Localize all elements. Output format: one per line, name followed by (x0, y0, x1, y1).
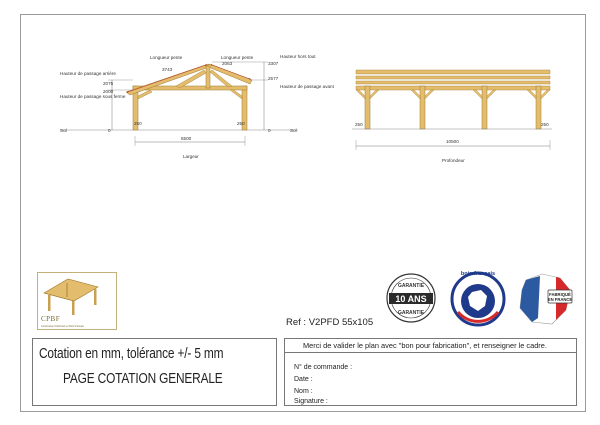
field-nom[interactable]: Nom : (294, 388, 313, 395)
bois-label: bois-français (460, 271, 496, 277)
validation-block (284, 338, 577, 406)
label-longueur-pente-left: Longueur pente (150, 55, 183, 60)
field-signature[interactable]: Signature : (294, 398, 328, 405)
logo-subtitle: Constructeur Fabricant en Bois Français (41, 325, 84, 328)
label-sol-right: Sol (290, 128, 297, 133)
brace-right (230, 89, 242, 99)
fabrique-line1: FABRIQUÉ (549, 292, 571, 297)
title-block (32, 338, 277, 406)
purlin-1 (356, 70, 550, 74)
logo-name: CPBF (41, 315, 61, 323)
dim-passage-avant: 2577 (268, 76, 279, 81)
fabrique-line2: EN FRANCE (547, 297, 573, 302)
label-largeur: Largeur (183, 154, 199, 159)
ref-code: Ref : V2PFD 55x105 (286, 317, 374, 328)
bois-francais-badge (448, 266, 508, 328)
dim-zero-left: 0 (108, 128, 111, 133)
front-post-1 (365, 86, 370, 129)
label-passage-arriere: Hauteur de passage arrière (60, 71, 116, 76)
garantie-value: 10 ANS (395, 294, 427, 304)
label-passage-avant: Hauteur de passage avant (280, 84, 334, 89)
garantie-bottom: GARANTIE (397, 310, 425, 316)
purlin-3 (356, 81, 550, 84)
label-longueur-pente-right: Longueur pente (221, 55, 254, 60)
label-hauteur-hors-tout: Hauteur hors tout (280, 54, 316, 59)
dim-pente-left: 3743 (162, 67, 173, 72)
front-post-3 (482, 86, 487, 129)
fabrique-en-france-badge (512, 268, 580, 330)
dim-pente-right: 2063 (222, 61, 233, 66)
front-dim-post-right: 250 (541, 122, 549, 127)
page-title: PAGE COTATION GENERALE (63, 371, 223, 387)
garantie-badge (381, 272, 441, 324)
front-dim-post-left: 250 (355, 122, 363, 127)
side-view (60, 54, 335, 159)
front-post-2 (420, 86, 425, 129)
label-profondeur: Profondeur (442, 158, 465, 163)
king-post (206, 66, 210, 88)
dim-zero-right: 0 (268, 128, 271, 133)
dim-hors-tout: 3307 (268, 61, 279, 66)
dim-passage-arriere: 2075 (103, 81, 114, 86)
dim-post-left: 250 (134, 121, 142, 126)
cpbf-logo (37, 272, 117, 330)
label-sol-left: Sol (60, 128, 67, 133)
purlin-2 (356, 76, 550, 79)
carport-logo-icon (38, 273, 116, 317)
label-sous-ferme: Hauteur de passage sous ferme (60, 94, 126, 99)
purlin-4 (356, 86, 550, 90)
front-dim-depth: 10500 (446, 139, 459, 144)
cotation-text: Cotation en mm, tolérance +/- 5 mm (39, 346, 224, 362)
front-view (352, 70, 552, 163)
dim-width: 5500 (181, 136, 192, 141)
dim-post-right: 250 (237, 121, 245, 126)
field-date[interactable]: Date : (294, 376, 313, 383)
field-numero-commande[interactable]: N° de commande : (294, 364, 353, 371)
garantie-top: GARANTIE (397, 283, 425, 289)
merci-text: Merci de valider le plan avec "bon pour fabrication", et renseigner le cadre. (285, 339, 576, 353)
dim-sous-ferme: 2000 (103, 89, 114, 94)
